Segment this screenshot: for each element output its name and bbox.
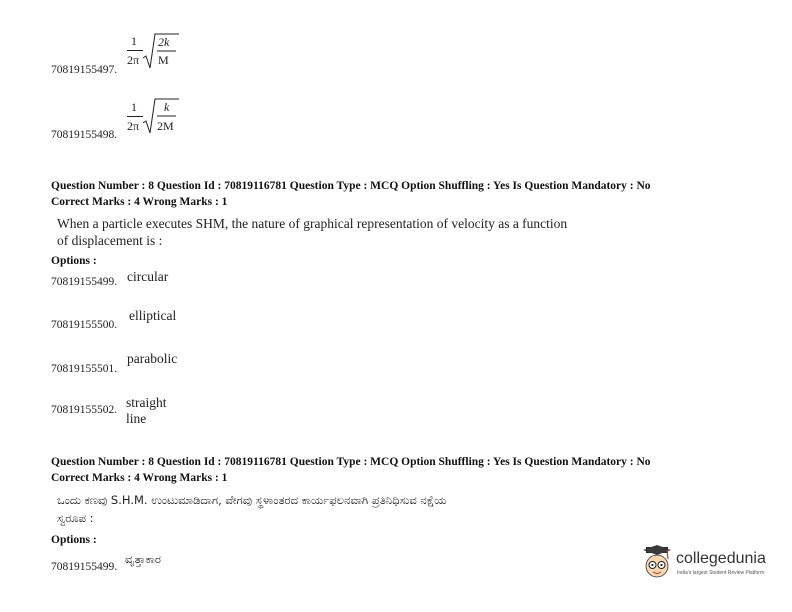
- brand-name: collegedunia: [676, 550, 766, 567]
- option-id: 70819155502.: [51, 404, 118, 416]
- question-meta-line2: Correct Marks : 4 Wrong Marks : 1: [51, 472, 228, 484]
- fraction-denominator: 2π: [127, 53, 140, 67]
- question-meta-line1: Question Number : 8 Question Id : 70819116781 Question Type : MCQ Option Shuffling : Yes Is Question Mandatory : No: [51, 180, 651, 192]
- option-id: 70819155500.: [51, 319, 118, 331]
- radicand-numerator: k: [164, 100, 170, 114]
- question-text-line2: ಸ್ವರೂಪ :: [57, 511, 94, 525]
- option-id: 70819155499.: [51, 276, 118, 288]
- brand-tagline: India's largest Student Review Platform: [677, 570, 765, 576]
- question-text-line2: of displacement is :: [57, 233, 163, 248]
- question-meta-line2: Correct Marks : 4 Wrong Marks : 1: [51, 196, 228, 208]
- fraction-bar: [127, 50, 143, 51]
- option-text: circular: [127, 269, 169, 284]
- fraction-denominator: 2π: [127, 119, 140, 133]
- fraction-numerator: 1: [131, 34, 137, 48]
- collegedunia-watermark: [640, 545, 770, 585]
- radicand-numerator: 2k: [158, 35, 170, 49]
- option-id: 70819155499.: [51, 561, 118, 573]
- option-id: 70819155498.: [51, 129, 118, 141]
- fraction-numerator: 1: [131, 100, 137, 114]
- options-label: Options :: [51, 534, 97, 546]
- option-text: straight line: [126, 395, 167, 426]
- question-text-line1: ಒಂದು ಕಣವು S.H.M. ಉಂಟುಮಾಡಿದಾಗ, ವೇಗವು ಸ್ಥಳಾಂತರದ ಕಾರ್ಯಫಲನವಾಗಿ ಪ್ರತಿನಿಧಿಸುವ ನಕ್ಷೆಯ: [57, 493, 447, 507]
- option-text: elliptical: [129, 308, 177, 323]
- question-meta-line1: Question Number : 8 Question Id : 70819116781 Question Type : MCQ Option Shuffling : Yes Is Question Mandatory : No: [51, 456, 651, 468]
- option-id: 70819155501.: [51, 363, 118, 375]
- question-text-line1: When a particle executes SHM, the nature of graphical representation of velocity as a function: [57, 216, 568, 231]
- radicand-denominator: 2M: [157, 119, 174, 133]
- option-id: 70819155497.: [51, 64, 118, 76]
- option-text: parabolic: [127, 351, 178, 366]
- option-text: ವೃತ್ತಾಕಾರ: [125, 552, 161, 566]
- options-label: Options :: [51, 255, 97, 267]
- mascot-icon: [640, 545, 674, 581]
- radicand-denominator: M: [158, 53, 169, 67]
- fraction-bar: [127, 116, 143, 117]
